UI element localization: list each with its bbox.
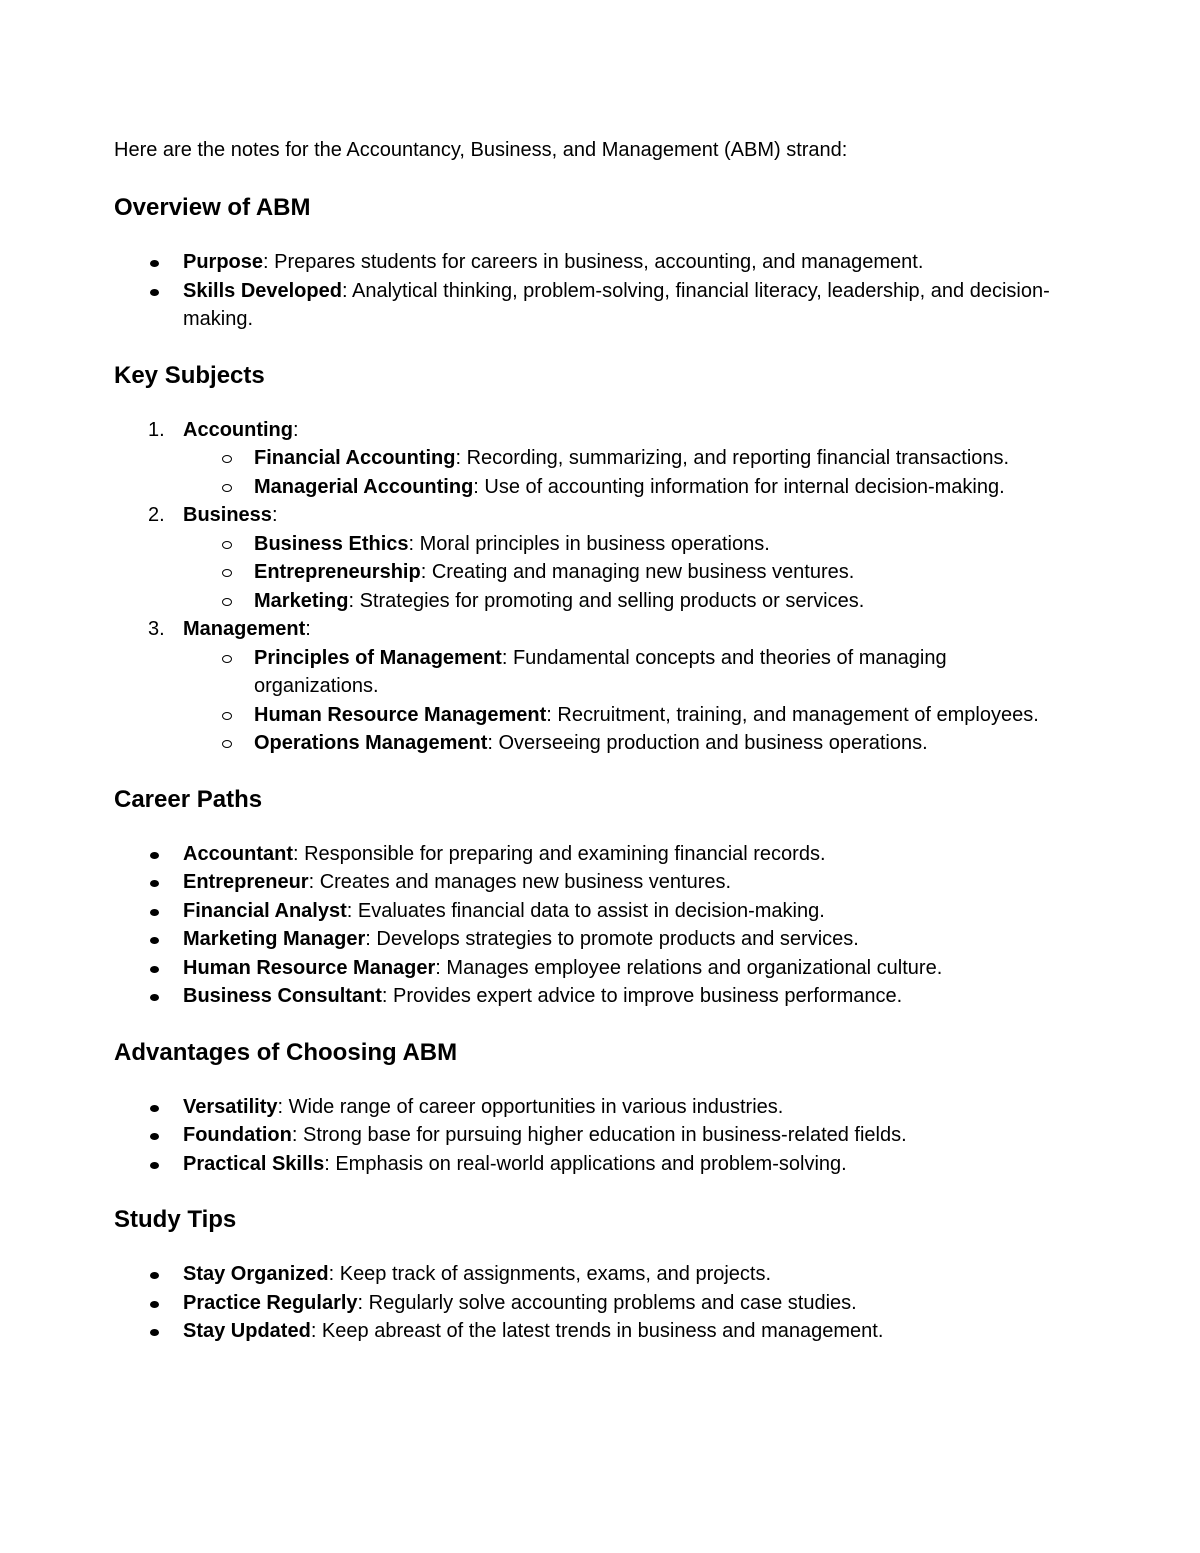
- bullet-icon: [150, 966, 159, 973]
- list-item: [114, 248, 1074, 277]
- item-term: Managerial Accounting: [254, 475, 474, 498]
- sub-list-item: [114, 530, 1074, 559]
- key-subjects-list: [114, 416, 1074, 758]
- sub-list-wrapper: [114, 444, 1074, 501]
- circle-bullet-icon: [222, 712, 232, 720]
- item-term: Business: [183, 504, 272, 526]
- circle-bullet-icon: [222, 455, 232, 463]
- item-desc: : Keep abreast of the latest trends in business and management.: [310, 1320, 884, 1342]
- item-term: Practice Regularly: [183, 1291, 358, 1314]
- section-heading-career-paths: Career Paths: [114, 785, 263, 813]
- bullet-icon: [150, 1162, 159, 1169]
- item-term: Human Resource Management: [254, 703, 547, 726]
- bullet-icon: [150, 1105, 159, 1112]
- list-item: [114, 1317, 1074, 1346]
- list-item: [114, 925, 1074, 954]
- item-term: Accountant: [183, 842, 293, 865]
- item-desc: : Provides expert advice to improve business performance.: [381, 985, 903, 1007]
- list-item: [114, 615, 1074, 644]
- item-desc: : Prepares students for careers in business, accounting, and management.: [263, 251, 924, 273]
- item-term: Stay Organized: [183, 1263, 329, 1285]
- item-term: Marketing Manager: [183, 928, 366, 950]
- item-term: Principles of Management: [254, 646, 502, 669]
- item-term: Financial Accounting: [254, 447, 456, 469]
- circle-bullet-icon: [222, 598, 232, 606]
- circle-bullet-icon: [222, 569, 232, 577]
- item-term: Purpose: [183, 251, 264, 273]
- section-heading-key-subjects: Key Subjects: [114, 361, 265, 389]
- item-desc: :: [293, 418, 299, 441]
- item-desc: : Regularly solve accounting problems and case studies.: [357, 1291, 857, 1314]
- list-item: [114, 1289, 1074, 1318]
- item-desc: : Strong base for pursuing higher education in business-related fields.: [291, 1124, 907, 1146]
- overview-list: [114, 248, 1074, 334]
- sub-list-item: [114, 644, 1074, 701]
- list-item: [114, 840, 1074, 869]
- bullet-icon: [150, 994, 159, 1001]
- sub-list-wrapper: [114, 644, 1074, 758]
- list-item: [114, 1150, 1074, 1179]
- sub-list: [114, 530, 1074, 616]
- list-item: [114, 416, 1074, 445]
- item-desc: : Recruitment, training, and management of employees.: [546, 703, 1039, 726]
- sub-list-item: [114, 473, 1074, 502]
- circle-bullet-icon: [222, 541, 232, 549]
- list-item: [114, 868, 1074, 897]
- item-term: Skills Developed: [183, 279, 342, 302]
- item-desc: : Emphasis on real-world applications and problem-solving.: [324, 1152, 847, 1175]
- item-desc: : Strategies for promoting and selling products or services.: [348, 589, 865, 612]
- item-term: Management: [183, 618, 306, 640]
- sub-list-item: [114, 558, 1074, 587]
- item-desc: : Fundamental concepts and theories of managing organizations.: [254, 646, 947, 697]
- section-heading-advantages: Advantages of Choosing ABM: [114, 1038, 458, 1066]
- list-item: [114, 277, 1074, 334]
- item-desc: : Keep track of assignments, exams, and projects.: [328, 1263, 772, 1285]
- bullet-icon: [150, 909, 159, 916]
- item-desc: : Creating and managing new business ventures.: [420, 561, 855, 583]
- item-term: Foundation: [183, 1124, 292, 1146]
- list-item: [114, 1121, 1074, 1150]
- list-item: [114, 954, 1074, 983]
- bullet-icon: [150, 880, 159, 887]
- item-desc: : Creates and manages new business ventures.: [308, 871, 732, 893]
- item-desc: : Use of accounting information for internal decision-making.: [473, 475, 1005, 498]
- item-term: Financial Analyst: [183, 899, 347, 922]
- item-desc: : Wide range of career opportunities in various industries.: [277, 1095, 784, 1118]
- sub-list-item: [114, 701, 1074, 730]
- bullet-icon: [150, 852, 159, 859]
- item-term: Operations Management: [254, 732, 488, 754]
- sub-list-wrapper: [114, 530, 1074, 616]
- item-desc: :: [305, 618, 311, 640]
- list-item: [114, 982, 1074, 1011]
- career-paths-list: [114, 840, 1074, 1011]
- sub-list-item: [114, 587, 1074, 616]
- item-desc: : Moral principles in business operations.: [408, 532, 770, 555]
- circle-bullet-icon: [222, 484, 232, 492]
- bullet-icon: [150, 1133, 159, 1140]
- item-desc: : Evaluates financial data to assist in decision-making.: [346, 899, 825, 922]
- item-term: Entrepreneurship: [254, 561, 421, 583]
- item-term: Accounting: [183, 418, 293, 441]
- sub-list-item: [114, 729, 1074, 758]
- item-desc: : Recording, summarizing, and reporting financial transactions.: [455, 447, 1010, 469]
- item-term: Human Resource Manager: [183, 956, 436, 979]
- study-tips-list: [114, 1260, 1074, 1346]
- item-desc: :: [271, 504, 278, 526]
- item-desc: : Responsible for preparing and examining financial records.: [293, 842, 826, 865]
- bullet-icon: [150, 1272, 159, 1279]
- item-desc: : Manages employee relations and organizational culture.: [435, 956, 943, 979]
- sub-list-item: [114, 444, 1074, 473]
- list-item: [114, 1093, 1074, 1122]
- item-term: Marketing: [254, 589, 349, 612]
- circle-bullet-icon: [222, 740, 232, 748]
- bullet-icon: [150, 1301, 159, 1308]
- document-page: [114, 136, 1074, 1346]
- item-term: Business Ethics: [254, 532, 409, 555]
- list-item: [114, 1260, 1074, 1289]
- circle-bullet-icon: [222, 655, 232, 663]
- sub-list: [114, 644, 1074, 758]
- bullet-icon: [150, 937, 159, 944]
- item-term: Entrepreneur: [183, 871, 309, 893]
- bullet-icon: [150, 1329, 159, 1336]
- bullet-icon: [150, 260, 159, 267]
- bullet-icon: [150, 289, 159, 296]
- sub-list: [114, 444, 1074, 501]
- item-term: Business Consultant: [183, 985, 382, 1007]
- item-number: 2.: [148, 504, 165, 526]
- intro-paragraph: Here are the notes for the Accountancy, Business, and Management (ABM) strand:: [114, 139, 848, 161]
- list-item: [114, 501, 1074, 530]
- item-number: 1.: [148, 418, 165, 441]
- item-desc: : Analytical thinking, problem-solving, financial literacy, leadership, and decision-making.: [183, 279, 1050, 330]
- item-number: 3.: [148, 618, 165, 640]
- section-heading-overview: Overview of ABM: [114, 194, 311, 221]
- advantages-list: [114, 1093, 1074, 1179]
- item-term: Stay Updated: [183, 1320, 311, 1342]
- list-item: [114, 897, 1074, 926]
- item-term: Versatility: [183, 1095, 278, 1118]
- section-heading-study-tips: Study Tips: [114, 1206, 237, 1233]
- item-term: Practical Skills: [183, 1152, 325, 1175]
- item-desc: : Develops strategies to promote products and services.: [365, 928, 859, 950]
- item-desc: : Overseeing production and business operations.: [487, 732, 928, 754]
